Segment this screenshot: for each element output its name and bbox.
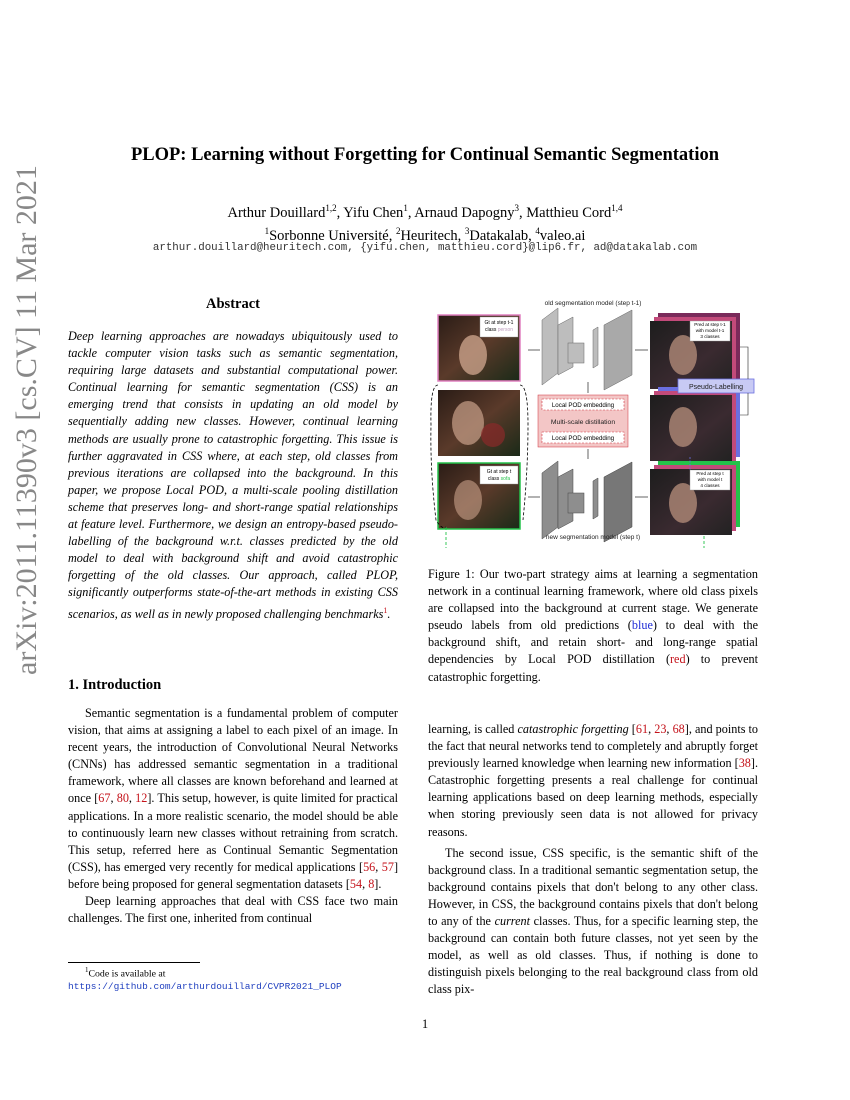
new-model-label: new segmentation model (step t) [545,534,641,541]
citation[interactable]: 8 [368,876,375,891]
pred-new-stack [650,461,740,535]
old-model-blocks [542,308,632,390]
footnote: $^1$Code is available at https://github.com/arthurdouillard/CVPR2021_PLOP [68,966,342,993]
citation[interactable]: 68 [672,722,685,736]
right-paragraph-1: learning, is called catastrophic forgetting [61, 23, 68], and points to the fact that neural networks tend to completely and abruptly forget previously learned knowledge when learning new information [38]. Catastrophic forgetting presents a real challenge for continual learning applications based on deep learning methods, especially when storing previously seen data is not allowed for privacy reasons. [428,722,759,839]
citation[interactable]: 67 [98,791,111,806]
svg-text:Local POD embedding: Local POD embedding [551,402,615,409]
citation[interactable]: 23 [654,722,667,736]
authors-block [0,199,850,245]
svg-text:3 classes: 3 classes [700,334,720,339]
right-paragraph-2: The second issue, CSS specific, is the semantic shift of the background class. In a traditional semantic segmentation setup, the background contains pixels that don't belong to any other class. However, in CSS, the background contains pixels that don't belong to any of the current classes. Thus, for a specific learning step, the background can contain both future classes, not yet seen by the model, as well as old classes. Thus, if nothing is done to distinguish pixels belonging to the real background class from old class pix- [428,845,758,997]
new-model-blocks [542,461,632,542]
page-number: 1 [421,1017,429,1031]
svg-text:Local POD embedding: Local POD embedding [551,435,615,442]
intro-paragraph-1: Semantic segmentation is a fundamental problem of computer vision, that aims at assigning a label to each pixel of an image. In recent years, the introduction of Convolutional Neural Networks (CNNs) has addressed semantic segmentation in a traditional framework, where all classes are known beforehand and learned at once [67, 80, 12]. This setup, however, is quite limited for practical applications. In a more realistic scenario, the model should be able to continuously learn new classes without retraining from scratch. This setup, referred here as Continual Semantic Segmentation (CSS), has emerged very recently for medical applications [56, 57] before being proposed for general segmentation datasets [54, 8]. [68,706,399,891]
svg-text:4 classes: 4 classes [700,483,720,488]
svg-text:Gt at step t: Gt at step t [486,469,512,475]
svg-text:class sofa: class sofa [487,476,511,482]
citation[interactable]: 57 [381,859,394,874]
author-names: Arthur Douillard$^{1,2}$, Yifu Chen$^1$, Arnaud Dapogny$^3$, Matthieu Cord$^{1,4}$ [227,203,623,221]
svg-text:Pseudo-Labelling: Pseudo-Labelling [688,384,744,391]
citation[interactable]: 38 [738,756,751,771]
citation[interactable]: 80 [116,791,129,806]
abstract-text: Deep learning approaches are nowadays ubiquitously used to tackle computer vision tasks such as semantic segmentation, requiring large datasets and substantial computational power. Continual learning for semantic segmentation (CSS) is an emerging trend that consists in updating an old model by sequentially adding new classes. However, continual learning methods are usually prone to catastrophic forgetting. This issue is further aggravated in CSS where, at each step, old classes from previous iterations are collapsed into the background. In this paper, we propose Local POD, a multi-scale pooling distillation scheme that preserves long- and short-range spatial relationships at feature level. Furthermore, we design an entropy-based pseudo-labelling of the background w.r.t. classes predicted by the old model to deal with background shift and avoid catastrophic forgetting of the old classes. Our approach, called PLOP, significantly outperforms state-of-the-art methods in existing CSS scenarios, as well as in newly proposed challenging benchmarks$^1$. [68,329,398,621]
section-heading-introduction: 1. Introduction [68,677,162,693]
figure-caption: Figure 1: Our two-part strategy aims at learning a segmentation network in a continual learning framework, where old class pixels are collapsed into the background at current stage. We generate pseudo labels from old predictions (blue) to deal with the background shift, and retain short- and long-range spatial dependencies by Local POD distillation (red) to prevent catastrophic forgetting. [428,567,758,684]
right-column-text [428,721,758,999]
intro-paragraph-2: Deep learning approaches that deal with CSS face two main challenges. The first one, inherited from continual [68,894,398,926]
author-emails: arthur.douillard@heuritech.com, {yifu.chen, matthieu.cord}@lip6.fr, ad@datakalab.com [152,242,698,254]
arxiv-banner: arXiv:2011.11390v3 [cs.CV] 11 Mar 2021 [10,165,43,675]
footnote-mark[interactable]: 1 [383,605,388,615]
citation[interactable]: 54 [349,876,363,891]
citation[interactable]: 56 [363,859,376,874]
old-model-label: old segmentation model (step t-1) [544,300,642,307]
affiliations: $^1$Sorbonne Université, $^2$Heuritech, $^3$Datakalab, $^4$valeo.ai [264,225,586,244]
abstract-heading: Abstract [206,296,260,312]
svg-text:Pred at step t: Pred at step t [696,471,724,476]
footnote-rule [68,962,200,963]
svg-text:Multi-scale distillation: Multi-scale distillation [550,419,616,426]
svg-text:Gt at step t-1: Gt at step t-1 [484,320,514,326]
pseudo-label-stack [650,387,740,461]
intro-text [68,705,398,927]
pred-old-stack [650,313,740,389]
pipeline-diagram [428,295,758,548]
paper-title: PLOP: Learning without Forgetting for Continual Semantic Segmentation [130,145,720,165]
svg-text:with model t-1: with model t-1 [695,328,725,333]
svg-text:Pred at step t-1: Pred at step t-1 [694,322,726,327]
citation[interactable]: 61 [635,722,649,736]
code-url-link[interactable]: https://github.com/arthurdouillard/CVPR2021_PLOP [68,981,342,993]
figure-1 [428,295,758,548]
citation[interactable]: 12 [135,791,148,806]
svg-text:with model t: with model t [697,477,723,482]
svg-text:class person: class person [484,327,514,333]
